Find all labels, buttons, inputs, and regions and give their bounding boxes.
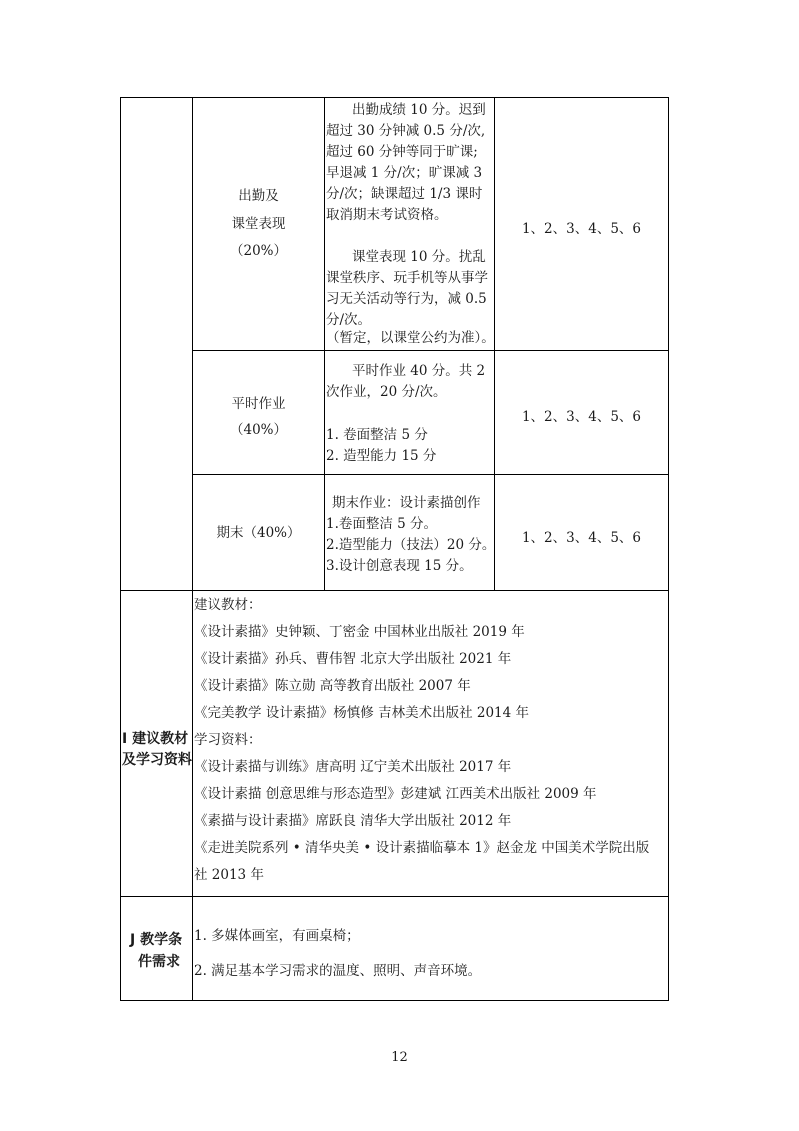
row2-desc-line: 次作业，20 分/次。 <box>326 384 447 400</box>
row1-desc-line: 课堂秩序、玩手机等从事学 <box>326 270 488 286</box>
section-j-line: 1. 多媒体画室，有画桌椅； <box>194 928 360 944</box>
section-j-heading-line2: 件需求 <box>138 954 180 970</box>
row3-desc-line: 2.造型能力（技法）20 分。 <box>326 537 496 553</box>
row2-objectives: 1、2、3、4、5、6 <box>521 409 642 425</box>
row2-desc-line: 1. 卷面整洁 5 分 <box>326 427 428 443</box>
row1-desc-line: 分/次；缺课超过 1/3 课时 <box>326 186 483 202</box>
section-i-line: 学习资料： <box>194 732 262 748</box>
row2-label-line2: （40%） <box>229 422 287 438</box>
row3-desc-line: 1.卷面整洁 5 分。 <box>326 516 438 532</box>
row1-label-line1: 出勤及 <box>238 188 279 204</box>
row-divider-1 <box>192 350 669 351</box>
section-divider-i <box>120 590 669 591</box>
section-i-line: 建议教材： <box>194 597 262 613</box>
row2-desc-line: 平时作业 40 分。共 2 <box>352 363 486 379</box>
row1-desc-line: 分/次。 <box>326 312 372 328</box>
column-divider-2 <box>324 97 325 591</box>
table-bottom-border <box>120 1000 669 1001</box>
row2-desc-line: 2. 造型能力 15 分 <box>326 448 437 464</box>
section-i-line: 社 2013 年 <box>194 867 264 883</box>
section-i-heading-line2: 及学习资料 <box>122 752 192 768</box>
table-left-border <box>120 97 121 1001</box>
row3-objectives: 1、2、3、4、5、6 <box>521 530 642 546</box>
row3-desc-line: 期末作业：设计素描创作 <box>332 495 481 511</box>
row1-label-line3: （20%） <box>229 243 287 259</box>
row1-desc-line: 早退减 1 分/次；旷课减 3 <box>326 165 483 181</box>
row1-desc-line: 取消期末考试资格。 <box>326 207 448 223</box>
row2-label-line1: 平时作业 <box>231 396 286 412</box>
row1-label-line2: 课堂表现 <box>231 216 286 232</box>
row-divider-2 <box>192 474 669 475</box>
table-top-border <box>120 97 669 98</box>
row1-desc-line: 习无关活动等行为，减 0.5 <box>326 291 487 307</box>
row1-objectives: 1、2、3、4、5、6 <box>521 221 642 237</box>
section-i-line: 《设计素描》史钟颖、丁密金 中国林业出版社 2019 年 <box>194 624 525 640</box>
section-i-line: 《走进美院系列 • 清华央美 • 设计素描临摹本 1》赵金龙 中国美术学院出版 <box>194 840 650 856</box>
section-j-heading-line1: J 教学条 <box>130 932 183 948</box>
section-i-line: 《完美教学 设计素描》杨慎修 吉林美术出版社 2014 年 <box>194 705 530 721</box>
row3-desc-line: 3.设计创意表现 15 分。 <box>326 558 473 574</box>
section-i-heading-line1: I 建议教材 <box>122 731 189 747</box>
section-i-line: 《素描与设计素描》席跃良 清华大学出版社 2012 年 <box>194 813 512 829</box>
section-i-line: 《设计素描 创意思维与形态造型》彭建斌 江西美术出版社 2009 年 <box>194 786 597 802</box>
row1-desc-line: 超过 60 分钟等同于旷课; <box>326 144 478 160</box>
section-divider-j <box>120 896 669 897</box>
row3-label: 期末（40%） <box>216 525 301 541</box>
row1-desc-line: （暂定，以课堂公约为准）。 <box>326 330 495 346</box>
row1-desc-line: 出勤成绩 10 分。迟到 <box>352 102 486 118</box>
table-right-border <box>668 97 669 1001</box>
section-i-line: 《设计素描与训练》唐高明 辽宁美术出版社 2017 年 <box>194 759 512 775</box>
section-i-line: 《设计素描》孙兵、曹伟智 北京大学出版社 2021 年 <box>194 651 512 667</box>
section-j-line: 2. 满足基本学习需求的温度、照明、声音环境。 <box>194 963 482 979</box>
page-number: 12 <box>391 1050 408 1065</box>
row1-desc-line: 课堂表现 10 分。扰乱 <box>352 249 486 265</box>
section-i-line: 《设计素描》陈立勋 高等教育出版社 2007 年 <box>194 678 471 694</box>
row1-desc-line: 超过 30 分钟减 0.5 分/次, <box>326 123 486 139</box>
